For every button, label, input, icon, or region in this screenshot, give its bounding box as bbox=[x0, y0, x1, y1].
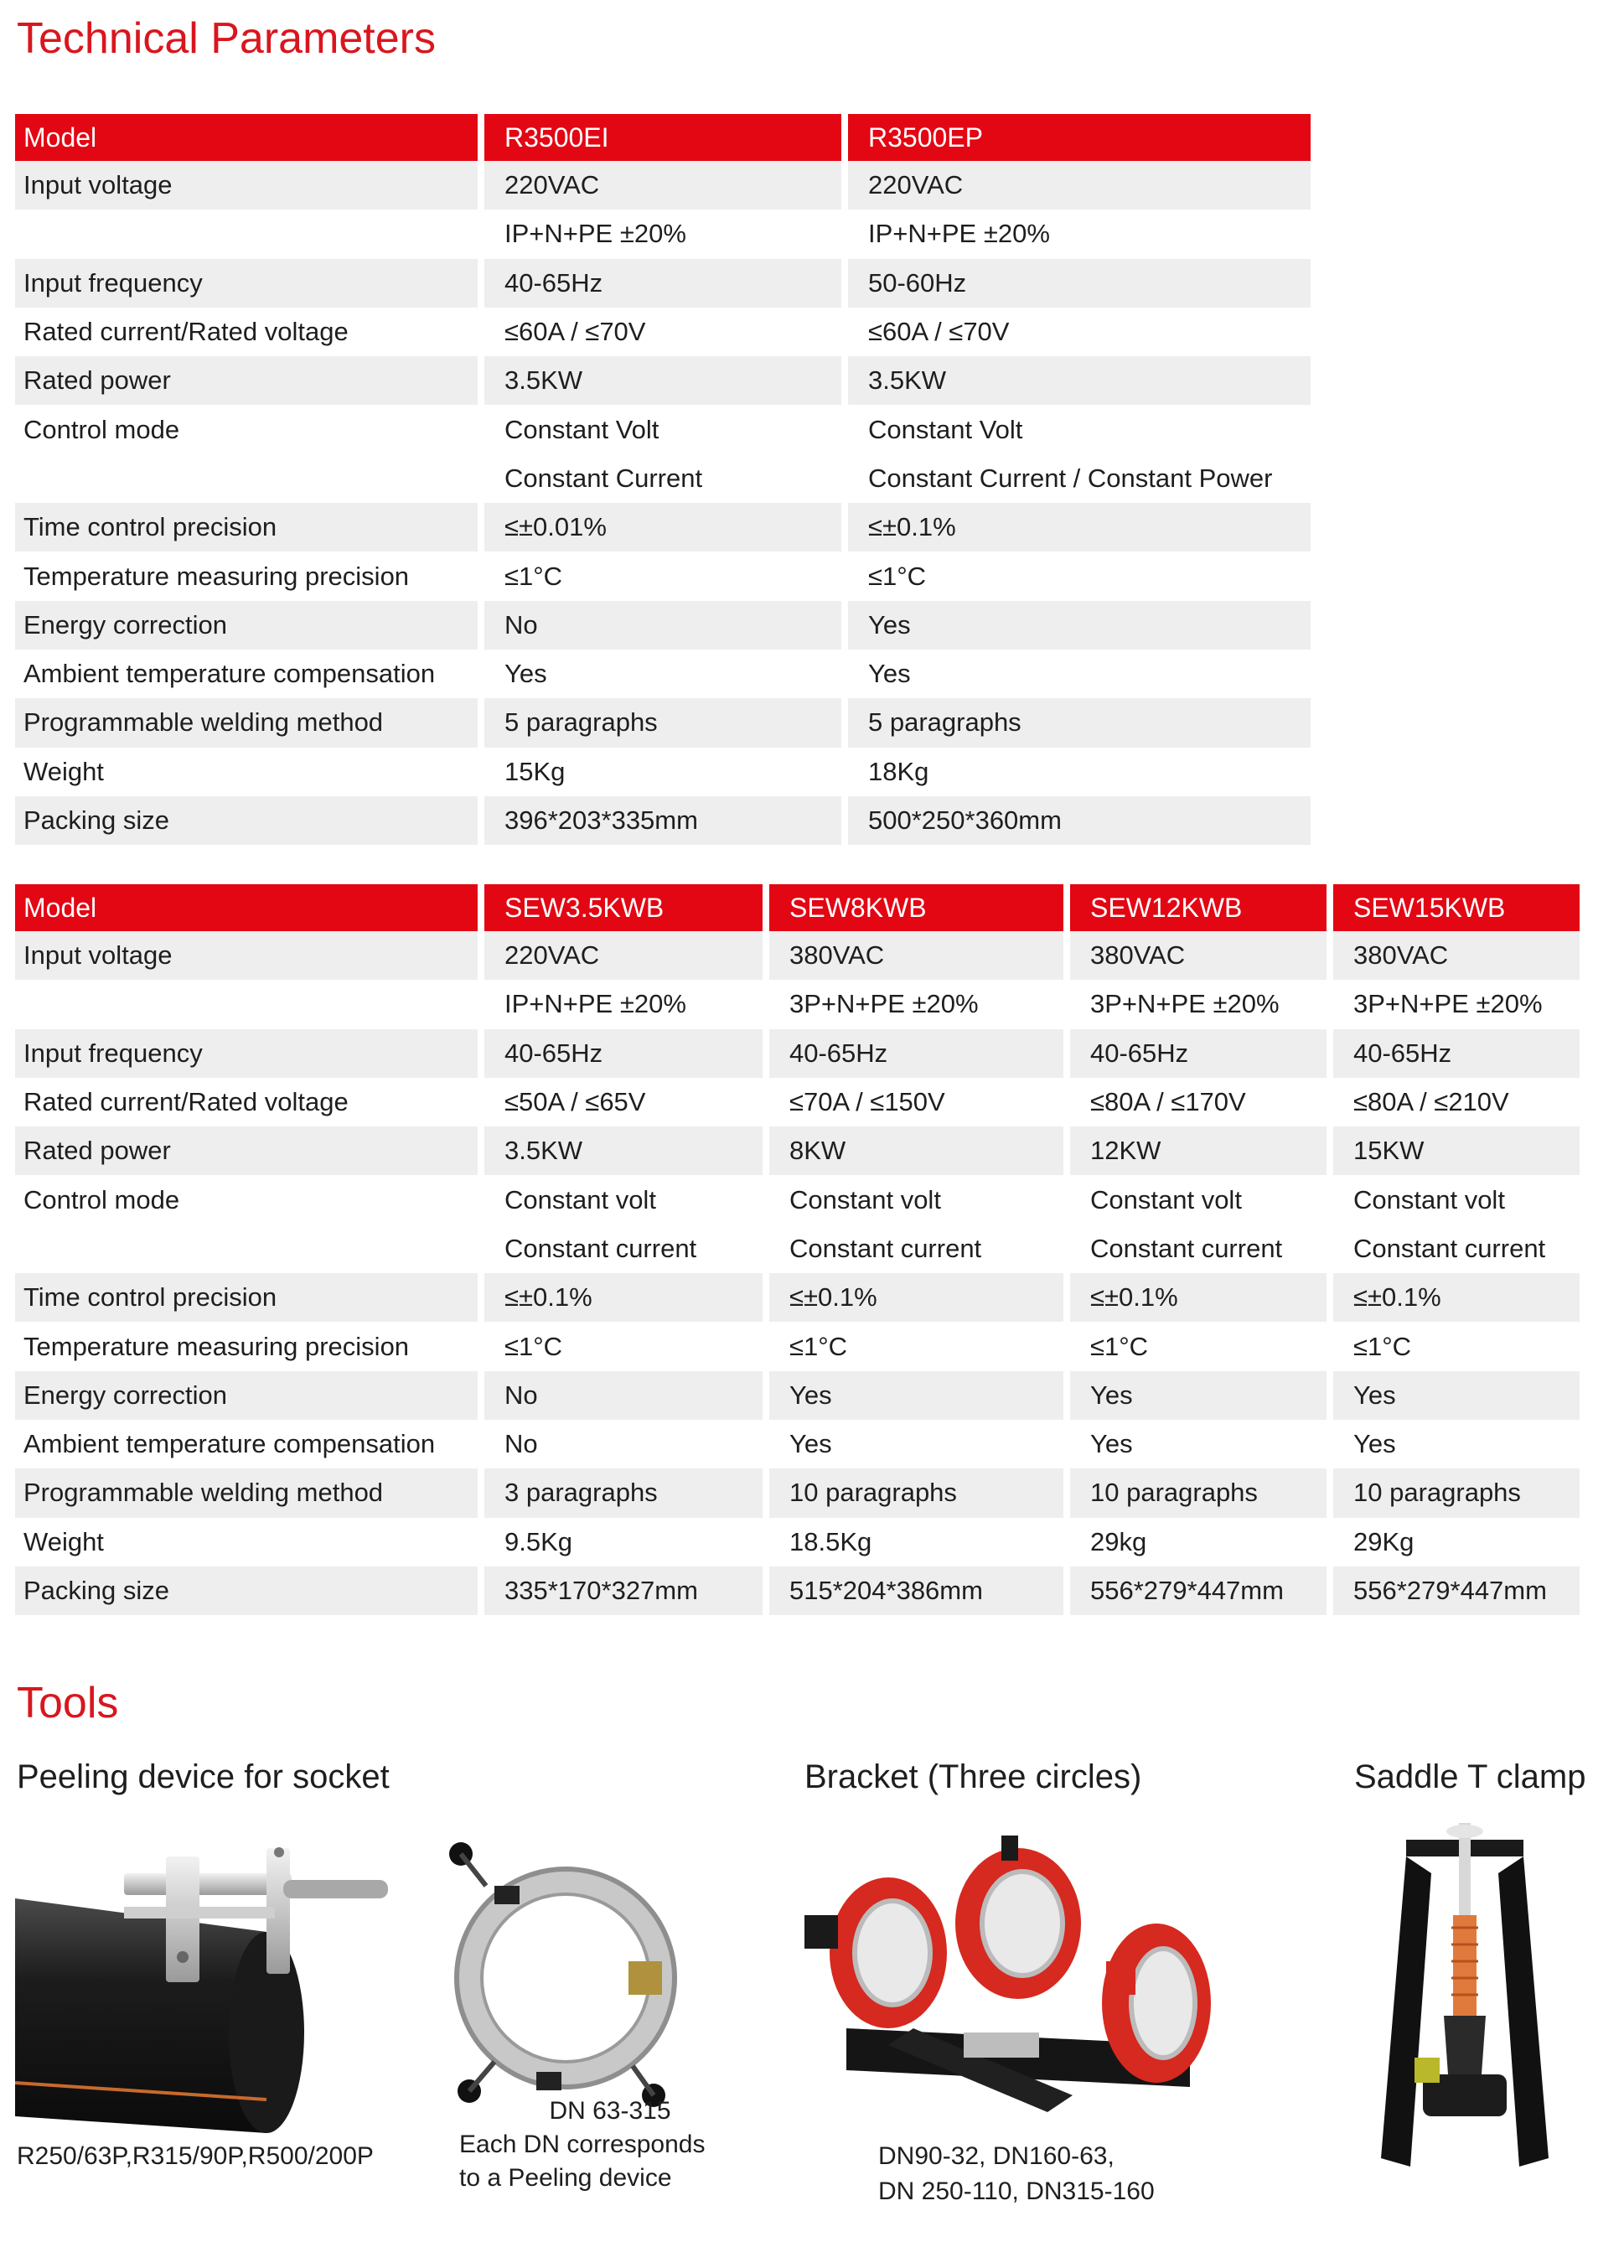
row-value: 335*170*327mm bbox=[484, 1566, 763, 1615]
row-value: 396*203*335mm bbox=[484, 796, 841, 845]
table-row bbox=[15, 356, 1311, 405]
row-value: 15KW bbox=[1333, 1126, 1580, 1175]
row-value: ≤60A / ≤70V bbox=[868, 317, 1010, 347]
row-value: ≤70A / ≤150V bbox=[789, 1087, 945, 1117]
peeling-device-pipe-image bbox=[15, 1831, 401, 2167]
row-value: Yes bbox=[1070, 1371, 1327, 1420]
table-row bbox=[15, 1273, 1580, 1322]
row-value: ≤±0.1% bbox=[848, 503, 1311, 551]
table-row bbox=[15, 601, 1311, 650]
row-value: Constant volt bbox=[789, 1184, 941, 1214]
row-value: ≤±0.01% bbox=[484, 503, 841, 551]
row-value: ≤60A / ≤70V bbox=[504, 317, 646, 347]
row-label bbox=[15, 454, 478, 503]
row-value: Constant volt bbox=[1090, 1184, 1242, 1214]
table-row bbox=[15, 259, 1311, 308]
saddle-t-clamp-image bbox=[1364, 1823, 1565, 2175]
row-value: 220VAC bbox=[484, 931, 763, 980]
row-value: 29Kg bbox=[1353, 1526, 1415, 1556]
row-value: Constant Volt bbox=[504, 414, 659, 444]
row-value: 556*279*447mm bbox=[1333, 1566, 1580, 1615]
row-value: 10 paragraphs bbox=[1333, 1468, 1580, 1517]
table-row bbox=[15, 161, 1311, 210]
row-value: 15Kg bbox=[504, 756, 566, 786]
row-value: ≤50A / ≤65V bbox=[504, 1087, 646, 1117]
row-label: Input voltage bbox=[15, 161, 478, 210]
row-value: 220VAC bbox=[848, 161, 1311, 210]
row-value: Constant current bbox=[789, 1233, 982, 1263]
row-value: 40-65Hz bbox=[484, 259, 841, 308]
row-value: No bbox=[484, 1371, 763, 1420]
row-value: 12KW bbox=[1070, 1126, 1327, 1175]
header-model-3: SEW12KWB bbox=[1070, 884, 1327, 931]
row-value: Yes bbox=[769, 1371, 1063, 1420]
row-value: 10 paragraphs bbox=[1070, 1468, 1327, 1517]
row-value: Constant Current / Constant Power bbox=[868, 463, 1273, 493]
row-label: Rated current/Rated voltage bbox=[23, 1087, 349, 1117]
row-value: 380VAC bbox=[1333, 931, 1580, 980]
row-value: 3.5KW bbox=[484, 356, 841, 405]
peeling-caption-dn-line2: Each DN corresponds bbox=[459, 2131, 706, 2158]
row-label bbox=[15, 980, 478, 1028]
row-label: Weight bbox=[23, 1526, 104, 1556]
peeling-caption-dn-line3: to a Peeling device bbox=[459, 2164, 672, 2192]
row-value: 3 paragraphs bbox=[484, 1468, 763, 1517]
row-value: Constant Current bbox=[504, 463, 703, 493]
table-row bbox=[15, 1029, 1580, 1078]
row-label: Input frequency bbox=[15, 1029, 478, 1078]
table-row bbox=[15, 1518, 1580, 1566]
row-value: Yes bbox=[868, 659, 911, 689]
row-value: ≤80A / ≤170V bbox=[1090, 1087, 1246, 1117]
table-row bbox=[15, 1420, 1580, 1468]
row-value: 3P+N+PE ±20% bbox=[1353, 989, 1543, 1019]
spec-table-sew bbox=[8, 884, 1586, 1615]
table-row bbox=[15, 1468, 1580, 1517]
bracket-image bbox=[796, 1836, 1215, 2120]
row-value: 515*204*386mm bbox=[769, 1566, 1063, 1615]
row-label: Packing size bbox=[15, 796, 478, 845]
technical-parameters-title: Technical Parameters bbox=[17, 14, 436, 63]
row-value: Yes bbox=[504, 659, 547, 689]
table-row bbox=[15, 454, 1311, 503]
bracket-ring-right bbox=[1102, 1924, 1211, 2083]
row-label: Ambient temperature compensation bbox=[23, 659, 436, 689]
row-value: Yes bbox=[789, 1429, 832, 1459]
row-value: 3.5KW bbox=[848, 356, 1311, 405]
row-label: Rated power bbox=[15, 356, 478, 405]
row-value: 5 paragraphs bbox=[484, 698, 841, 747]
row-value: IP+N+PE ±20% bbox=[504, 989, 686, 1019]
table-row bbox=[15, 1078, 1580, 1126]
bracket-ring-middle bbox=[955, 1836, 1081, 1999]
table-row bbox=[15, 1566, 1580, 1615]
header-model-label: Model bbox=[15, 884, 478, 931]
row-value: ≤1°C bbox=[789, 1331, 848, 1361]
row-value: IP+N+PE ±20% bbox=[868, 219, 1050, 249]
row-value: ≤1°C bbox=[1353, 1331, 1412, 1361]
row-value: Constant current bbox=[1090, 1233, 1283, 1263]
row-label: Input frequency bbox=[15, 259, 478, 308]
row-value: 18Kg bbox=[868, 756, 929, 786]
row-value: Constant volt bbox=[1353, 1184, 1505, 1214]
row-label: Time control precision bbox=[15, 503, 478, 551]
row-value: ≤1°C bbox=[868, 561, 927, 591]
row-value: 500*250*360mm bbox=[848, 796, 1311, 845]
bracket-ring-left bbox=[804, 1877, 947, 2028]
row-value: 5 paragraphs bbox=[848, 698, 1311, 747]
row-value: 8KW bbox=[769, 1126, 1063, 1175]
row-value: 9.5Kg bbox=[504, 1526, 573, 1556]
table-row bbox=[15, 980, 1580, 1028]
header-model-2: SEW8KWB bbox=[769, 884, 1063, 931]
header-model-label: Model bbox=[15, 114, 478, 161]
row-label: Rated power bbox=[15, 1126, 478, 1175]
peeling-ring-image bbox=[427, 1836, 704, 2112]
row-label: Control mode bbox=[23, 1184, 180, 1214]
row-value: 40-65Hz bbox=[484, 1029, 763, 1078]
table-row bbox=[15, 1322, 1580, 1370]
table-row bbox=[15, 405, 1311, 453]
row-label: Control mode bbox=[23, 414, 180, 444]
row-label: Energy correction bbox=[15, 601, 478, 650]
table-row bbox=[15, 1371, 1580, 1420]
table-row bbox=[15, 551, 1311, 600]
row-value: 50-60Hz bbox=[848, 259, 1311, 308]
row-label: Input voltage bbox=[15, 931, 478, 980]
row-value: ≤1°C bbox=[504, 561, 563, 591]
row-value: Yes bbox=[848, 601, 1311, 650]
row-value: 3P+N+PE ±20% bbox=[789, 989, 979, 1019]
row-value: 10 paragraphs bbox=[769, 1468, 1063, 1517]
row-value: 40-65Hz bbox=[1333, 1029, 1580, 1078]
bracket-title: Bracket (Three circles) bbox=[804, 1758, 1142, 1795]
row-label: Temperature measuring precision bbox=[23, 561, 410, 591]
table-header-row bbox=[15, 884, 1580, 931]
row-label: Programmable welding method bbox=[15, 698, 478, 747]
row-value: 18.5Kg bbox=[789, 1526, 872, 1556]
row-value: ≤±0.1% bbox=[769, 1273, 1063, 1322]
row-value: ≤1°C bbox=[1090, 1331, 1149, 1361]
row-label: Temperature measuring precision bbox=[23, 1331, 410, 1361]
row-value: ≤±0.1% bbox=[1333, 1273, 1580, 1322]
row-value: No bbox=[504, 1429, 538, 1459]
saddle-t-clamp-title: Saddle T clamp bbox=[1354, 1758, 1586, 1795]
table-row bbox=[15, 1175, 1580, 1224]
row-label: Packing size bbox=[15, 1566, 478, 1615]
row-value: ≤80A / ≤210V bbox=[1353, 1087, 1509, 1117]
row-value: Constant volt bbox=[504, 1184, 656, 1214]
table-row bbox=[15, 1225, 1580, 1273]
row-value: No bbox=[484, 601, 841, 650]
header-model-4: SEW15KWB bbox=[1333, 884, 1580, 931]
header-model-1: SEW3.5KWB bbox=[484, 884, 763, 931]
row-label: Energy correction bbox=[15, 1371, 478, 1420]
table-row bbox=[15, 748, 1311, 796]
row-value: 220VAC bbox=[484, 161, 841, 210]
table-row bbox=[15, 796, 1311, 845]
row-value: 556*279*447mm bbox=[1070, 1566, 1327, 1615]
row-value: 3.5KW bbox=[484, 1126, 763, 1175]
header-model-2: R3500EP bbox=[848, 114, 1311, 161]
table-row bbox=[15, 210, 1311, 258]
row-label bbox=[15, 1225, 478, 1273]
peeling-device-title: Peeling device for socket bbox=[17, 1758, 390, 1795]
table-row bbox=[15, 698, 1311, 747]
peeling-caption-models: R250/63P,R315/90P,R500/200P bbox=[17, 2142, 374, 2170]
bracket-caption-line1: DN90-32, DN160-63, bbox=[878, 2142, 1115, 2170]
row-value: Yes bbox=[1333, 1371, 1580, 1420]
row-value: Constant current bbox=[504, 1233, 697, 1263]
row-value: Yes bbox=[1090, 1429, 1133, 1459]
row-value: IP+N+PE ±20% bbox=[504, 219, 686, 249]
row-label: Rated current/Rated voltage bbox=[23, 317, 349, 347]
row-label: Time control precision bbox=[15, 1273, 478, 1322]
table-row bbox=[15, 931, 1580, 980]
row-label: Programmable welding method bbox=[15, 1468, 478, 1517]
row-value: 40-65Hz bbox=[769, 1029, 1063, 1078]
tools-title: Tools bbox=[17, 1679, 119, 1727]
row-value: 29kg bbox=[1090, 1526, 1147, 1556]
spec-table-r3500 bbox=[8, 114, 1317, 845]
row-value: 3P+N+PE ±20% bbox=[1090, 989, 1280, 1019]
table-row bbox=[15, 503, 1311, 551]
row-label bbox=[15, 210, 478, 258]
row-label: Weight bbox=[23, 756, 104, 786]
table-header-row bbox=[15, 114, 1311, 161]
bracket-caption-line2: DN 250-110, DN315-160 bbox=[878, 2177, 1155, 2205]
table-row bbox=[15, 1126, 1580, 1175]
table-row bbox=[15, 650, 1311, 698]
row-value: ≤1°C bbox=[504, 1331, 563, 1361]
row-value: ≤±0.1% bbox=[484, 1273, 763, 1322]
row-label: Ambient temperature compensation bbox=[23, 1429, 436, 1459]
table-row bbox=[15, 308, 1311, 356]
row-value: Constant Volt bbox=[868, 414, 1023, 444]
row-value: ≤±0.1% bbox=[1070, 1273, 1327, 1322]
row-value: 380VAC bbox=[1070, 931, 1327, 980]
row-value: 380VAC bbox=[769, 931, 1063, 980]
row-value: Yes bbox=[1353, 1429, 1396, 1459]
header-model-1: R3500EI bbox=[484, 114, 841, 161]
row-value: 40-65Hz bbox=[1070, 1029, 1327, 1078]
row-value: Constant current bbox=[1353, 1233, 1546, 1263]
peeling-caption-dn-line1: DN 63-315 bbox=[549, 2097, 671, 2125]
